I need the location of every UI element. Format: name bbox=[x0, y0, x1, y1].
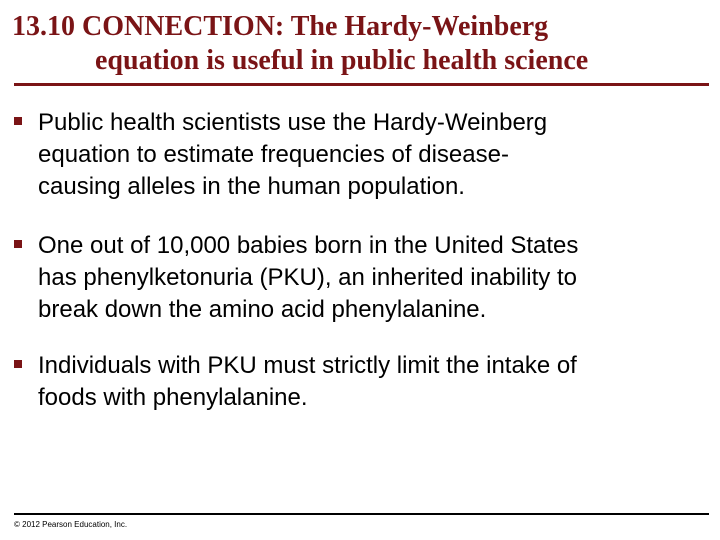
bullet-text bbox=[38, 350, 704, 414]
bullet-line: One out of 10,000 babies born in the United States bbox=[38, 232, 579, 259]
slide-title-line-2: equation is useful in public health science bbox=[95, 45, 589, 76]
footer-divider bbox=[14, 513, 709, 515]
slide-title-line-1: 13.10 CONNECTION: The Hardy-Weinberg bbox=[12, 11, 549, 42]
square-bullet-icon bbox=[14, 240, 22, 248]
copyright-notice: © 2012 Pearson Education, Inc. bbox=[14, 520, 128, 529]
bullet-line: equation to estimate frequencies of disease- bbox=[38, 141, 509, 168]
bullet-item bbox=[14, 107, 704, 203]
square-bullet-icon bbox=[14, 360, 22, 368]
bullet-line: Individuals with PKU must strictly limit the intake of bbox=[38, 352, 577, 379]
bullet-text bbox=[38, 230, 704, 326]
bullet-line: has phenylketonuria (PKU), an inherited inability to bbox=[38, 264, 577, 291]
bullet-line: foods with phenylalanine. bbox=[38, 384, 308, 411]
title-divider bbox=[14, 83, 709, 86]
bullet-text bbox=[38, 107, 704, 203]
bullet-item bbox=[14, 350, 704, 414]
bullet-line: causing alleles in the human population. bbox=[38, 173, 465, 200]
bullet-line: break down the amino acid phenylalanine. bbox=[38, 296, 487, 323]
square-bullet-icon bbox=[14, 117, 22, 125]
bullet-line: Public health scientists use the Hardy-Weinberg bbox=[38, 109, 548, 136]
bullet-item bbox=[14, 230, 704, 326]
